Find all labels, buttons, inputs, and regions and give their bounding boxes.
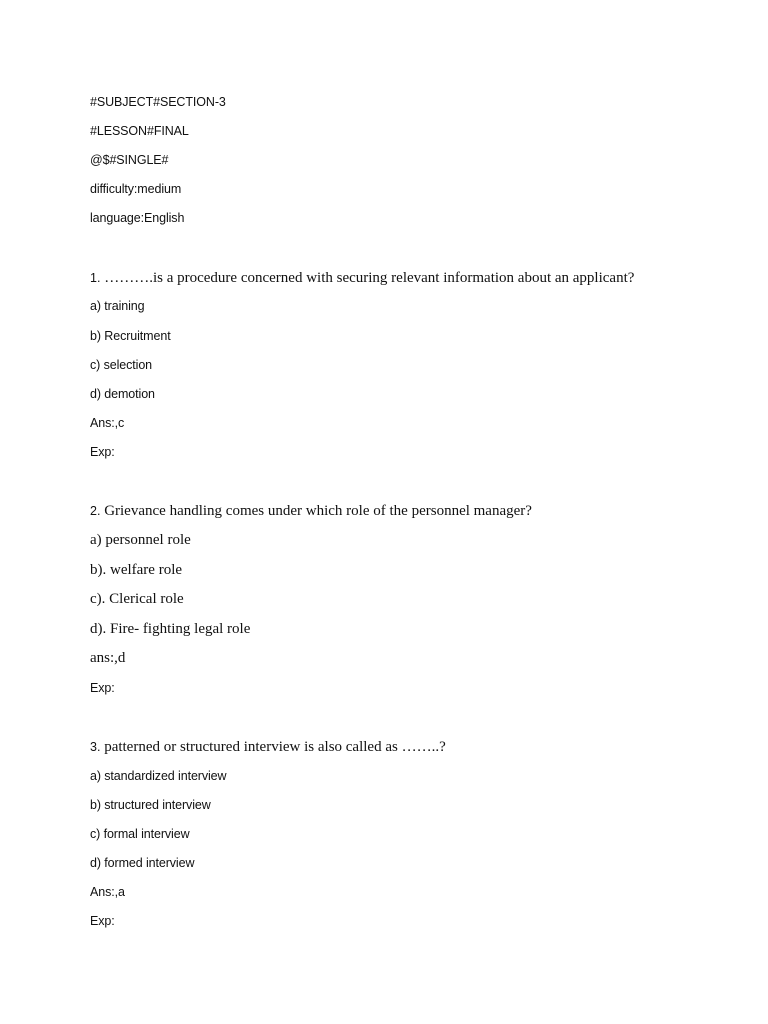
answer-line: Ans:,a <box>90 885 125 899</box>
question-type-line: @$#SINGLE# <box>90 153 169 167</box>
question-number: 2. <box>90 504 101 518</box>
question-text: ……….is a procedure concerned with securing relevant information about an applicant? <box>100 270 635 286</box>
option-b: b). welfare role <box>90 562 183 578</box>
difficulty-line: difficulty:medium <box>90 182 182 196</box>
subject-line: #SUBJECT#SECTION-3 <box>90 95 226 109</box>
explanation-line: Exp: <box>90 445 115 459</box>
explanation-line: Exp: <box>90 914 115 928</box>
option-b: b) Recruitment <box>90 329 171 343</box>
lesson-line: #LESSON#FINAL <box>90 124 189 138</box>
option-c: c) formal interview <box>90 827 190 841</box>
language-line: language:English <box>90 211 185 225</box>
option-d: d). Fire- fighting legal role <box>90 621 251 637</box>
question-text: Grievance handling comes under which role of the personnel manager? <box>100 503 532 519</box>
question-1 <box>90 270 634 286</box>
explanation-line: Exp: <box>90 681 115 695</box>
question-3 <box>90 739 446 755</box>
option-a: a) standardized interview <box>90 769 227 783</box>
option-a: a) personnel role <box>90 532 191 548</box>
question-2 <box>90 503 532 519</box>
question-number: 1. <box>90 271 101 285</box>
option-c: c) selection <box>90 358 153 372</box>
option-b: b) structured interview <box>90 798 211 812</box>
option-d: d) demotion <box>90 387 155 401</box>
answer-line: ans:,d <box>90 650 126 666</box>
question-text: patterned or structured interview is also called as ……..? <box>100 739 446 755</box>
option-a: a) training <box>90 299 145 313</box>
answer-line: Ans:,c <box>90 416 125 430</box>
option-d: d) formed interview <box>90 856 195 870</box>
option-c: c). Clerical role <box>90 591 184 607</box>
question-number: 3. <box>90 740 101 754</box>
